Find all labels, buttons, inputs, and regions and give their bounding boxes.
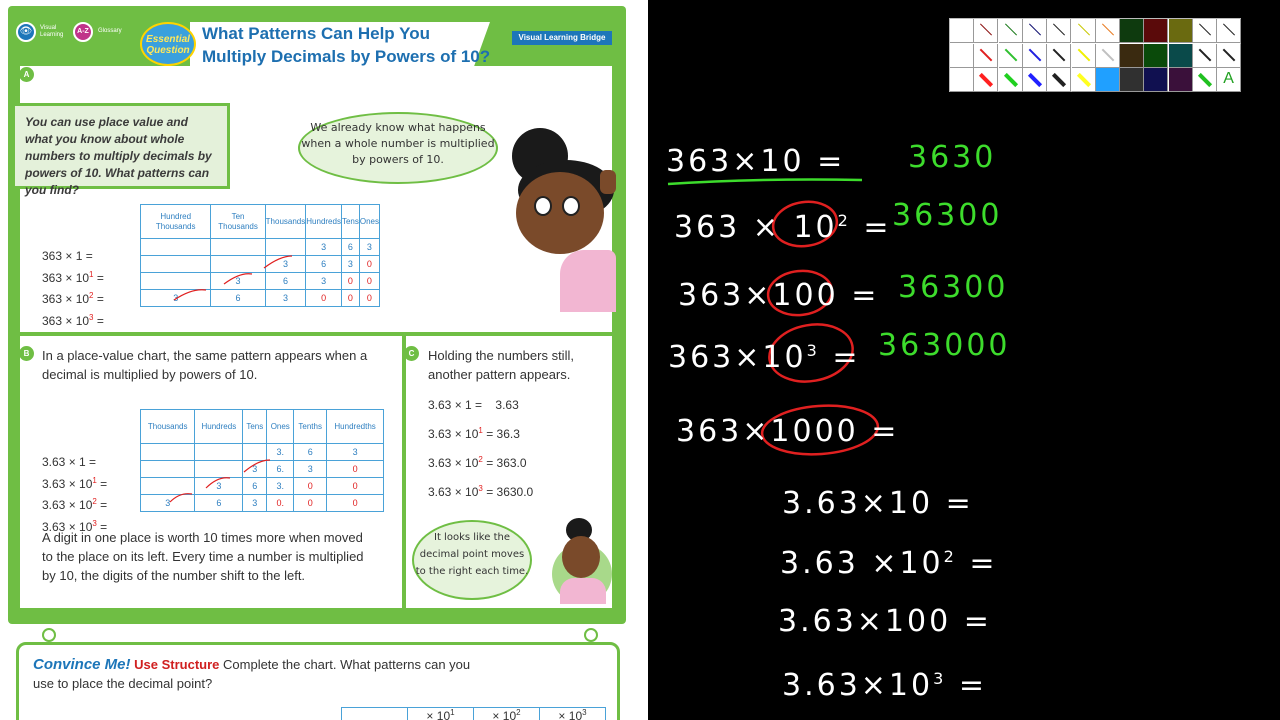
pen-stroke-icon bbox=[1199, 23, 1211, 35]
cell: 3 bbox=[211, 273, 265, 290]
speech-bubble-1: We already know what happens when a whole number is multiplied by powers of 10. bbox=[298, 112, 498, 184]
pen-color-swatch[interactable] bbox=[1144, 68, 1168, 92]
equation: 3.63 × 1 = 3.63 bbox=[428, 398, 519, 412]
board-line-9: $3.63\times 10^3$ = bbox=[782, 668, 987, 703]
cell: 6 bbox=[306, 256, 342, 273]
pen-color-swatch[interactable] bbox=[1169, 44, 1193, 68]
cell: 0. bbox=[267, 495, 294, 512]
cell: 3. bbox=[267, 444, 294, 461]
pen-stroke-icon bbox=[1223, 23, 1235, 35]
girl-hand bbox=[600, 170, 616, 194]
cell: 6. bbox=[267, 461, 294, 478]
pen-color-swatch[interactable] bbox=[1023, 68, 1047, 92]
board-line-1: 363×10 = bbox=[666, 144, 846, 179]
cell: 6 bbox=[211, 290, 265, 307]
pen-palette-toolbar bbox=[949, 18, 1241, 92]
equation: $3.63 \times 10^3 = 3630.0$ bbox=[428, 484, 534, 499]
cell: × $10^2$ bbox=[474, 708, 540, 720]
cell: 6 bbox=[341, 239, 359, 256]
glossary-icon[interactable]: A-Z bbox=[73, 22, 93, 42]
lesson-title: What Patterns Can Help You Multiply Decimals by Powers of 10? bbox=[202, 24, 491, 66]
pen-stroke-icon bbox=[1077, 48, 1090, 61]
pen-color-swatch[interactable] bbox=[1217, 19, 1241, 43]
panel-a-letter: A bbox=[19, 67, 34, 82]
cell: × $10^1$ bbox=[408, 708, 474, 720]
panel-c-letter: C bbox=[404, 346, 419, 361]
pen-color-swatch[interactable] bbox=[1047, 68, 1071, 92]
convince-me-table bbox=[341, 707, 606, 720]
cell: 3 bbox=[141, 290, 211, 307]
pen-stroke-icon bbox=[1223, 48, 1236, 61]
pen-stroke-icon bbox=[980, 48, 993, 61]
visual-learning-bridge-label[interactable]: Visual Learning Bridge bbox=[512, 31, 612, 45]
pen-stroke-icon bbox=[1076, 73, 1090, 87]
pen-stroke-icon bbox=[1053, 48, 1066, 61]
pen-stroke-icon bbox=[1052, 73, 1066, 87]
panel-b-text: In a place-value chart, the same pattern appears when a decimal is multiplied by powers of 10. bbox=[42, 348, 368, 382]
equation: $3.63 \times 10^2$ = bbox=[42, 497, 108, 512]
cell: 0 bbox=[359, 256, 379, 273]
pen-stroke-icon bbox=[1198, 73, 1212, 87]
pen-color-swatch[interactable] bbox=[999, 68, 1023, 92]
equation: $363 \times 10^3$ = bbox=[42, 312, 104, 328]
equations-b bbox=[42, 454, 107, 536]
visual-learning-icon[interactable]: 👁 bbox=[16, 22, 36, 42]
cell: 6 bbox=[243, 478, 267, 495]
equation: $363 \times 10^1$ = bbox=[42, 269, 104, 285]
board-line-3: 363×100 = bbox=[678, 278, 880, 313]
girl-eye-right bbox=[562, 196, 580, 216]
shift-arrows-a bbox=[140, 248, 380, 304]
board-answer-3: 36300 bbox=[898, 270, 1009, 305]
col-header: Hundreds bbox=[195, 410, 243, 444]
pen-color-swatch[interactable] bbox=[1144, 19, 1168, 43]
cell: 3 bbox=[359, 239, 379, 256]
equation: 3.63 × 1 = bbox=[42, 455, 97, 469]
equation: $3.63 \times 10^1 = 36.3$ bbox=[428, 426, 520, 441]
equations-c bbox=[428, 392, 533, 505]
pen-stroke-icon bbox=[1029, 48, 1042, 61]
pen-stroke-icon bbox=[1028, 73, 1042, 87]
board-line-5: 363×1000 = bbox=[676, 414, 900, 449]
col-header: Hundredths bbox=[327, 410, 384, 444]
convince-me-text bbox=[33, 655, 493, 693]
pen-color-swatch[interactable] bbox=[1023, 19, 1047, 43]
pen-stroke-icon bbox=[1004, 73, 1018, 87]
shift-arrows-b bbox=[140, 452, 384, 508]
equations-a bbox=[42, 248, 104, 330]
cell: 0 bbox=[306, 290, 342, 307]
cell: 3 bbox=[341, 256, 359, 273]
pen-color-swatch[interactable] bbox=[1023, 44, 1047, 68]
col-header: Thousands bbox=[141, 410, 195, 444]
pen-color-swatch[interactable] bbox=[974, 19, 998, 43]
cell: 3 bbox=[195, 478, 243, 495]
pen-color-swatch[interactable] bbox=[1072, 19, 1096, 43]
cell: 3 bbox=[243, 495, 267, 512]
essential-question-badge: Essential Question bbox=[140, 22, 196, 66]
col-header: Hundreds bbox=[306, 205, 342, 239]
binder-ring-right bbox=[584, 628, 598, 642]
panel-c-text: Holding the numbers still, another pattern appears. bbox=[428, 348, 574, 382]
pen-color-swatch[interactable] bbox=[1120, 68, 1144, 92]
board-answer-2: 36300 bbox=[892, 198, 1003, 233]
pen-color-swatch[interactable] bbox=[1193, 68, 1217, 92]
col-header: Hundred Thousands bbox=[141, 205, 211, 239]
board-line-8: 3.63×100 = bbox=[778, 604, 992, 639]
pen-stroke-icon bbox=[1029, 23, 1041, 35]
cell: 3 bbox=[306, 273, 342, 290]
pen-stroke-icon bbox=[1077, 23, 1089, 35]
pen-color-swatch[interactable] bbox=[1193, 19, 1217, 43]
pen-color-swatch[interactable] bbox=[1047, 44, 1071, 68]
pen-stroke-icon bbox=[1101, 48, 1114, 61]
pen-stroke-icon bbox=[979, 73, 993, 87]
cell: 3. bbox=[267, 478, 294, 495]
pen-color-swatch[interactable] bbox=[999, 44, 1023, 68]
cell bbox=[342, 708, 408, 720]
cell: 6 bbox=[265, 273, 306, 290]
girl-body bbox=[560, 250, 616, 312]
col-header: Tenths bbox=[294, 410, 327, 444]
pen-color-swatch[interactable] bbox=[1217, 68, 1241, 92]
use-structure-label: Use Structure bbox=[134, 657, 220, 672]
cell: 3 bbox=[265, 256, 306, 273]
pen-color-swatch[interactable] bbox=[1169, 19, 1193, 43]
cell: 3 bbox=[306, 239, 342, 256]
convince-me-title: Convince Me! bbox=[33, 656, 131, 673]
cell: 3 bbox=[327, 444, 384, 461]
cell: 0 bbox=[359, 290, 379, 307]
pen-color-swatch[interactable] bbox=[1096, 68, 1120, 92]
speech-bubble-2: It looks like the decimal point moves to the right each time. bbox=[412, 520, 532, 600]
col-header: Ten Thousands bbox=[211, 205, 265, 239]
text-tool-icon: A bbox=[1223, 70, 1234, 88]
cell: 3 bbox=[294, 461, 327, 478]
pen-stroke-icon bbox=[980, 23, 992, 35]
pen-color-swatch[interactable] bbox=[974, 44, 998, 68]
pen-stroke-icon bbox=[1199, 48, 1212, 61]
pen-color-swatch[interactable] bbox=[1120, 19, 1144, 43]
pen-color-swatch[interactable] bbox=[1169, 68, 1193, 92]
table-row bbox=[342, 708, 606, 720]
girl-face bbox=[516, 172, 604, 254]
board-line-2: $363 \times 10^2$ = bbox=[674, 210, 892, 245]
cell: 0 bbox=[327, 461, 384, 478]
cell: 6 bbox=[294, 444, 327, 461]
intro-box: You can use place value and what you know about whole numbers to multiply decimals by powers of 10. What patterns can you find? bbox=[12, 103, 230, 189]
cell: 0 bbox=[327, 478, 384, 495]
cell: 0 bbox=[327, 495, 384, 512]
cell: × $10^3$ bbox=[540, 708, 606, 720]
equation: $3.63 \times 10^1$ = bbox=[42, 475, 108, 491]
equation: $3.63 \times 10^2 = 363.0$ bbox=[428, 455, 527, 470]
glossary-label: Glossary bbox=[98, 28, 122, 34]
pen-color-swatch[interactable] bbox=[950, 68, 974, 92]
cell: 0 bbox=[359, 273, 379, 290]
whiteboard bbox=[650, 100, 1270, 720]
board-answer-1: 3630 bbox=[908, 140, 997, 175]
equation: $3.63 \times 10^3$ = bbox=[42, 518, 108, 534]
panel-b-explanation: A digit in one place is worth 10 times more when moved to the place on its left. Every time a number is multiplied by 10, the digits of the number shift to the left. bbox=[42, 530, 364, 583]
pen-stroke-icon bbox=[1004, 48, 1017, 61]
col-header: Tens bbox=[243, 410, 267, 444]
board-line-4: $363\times 10^3$ = bbox=[668, 340, 861, 375]
girl-small-face bbox=[562, 536, 600, 578]
col-header: Ones bbox=[359, 205, 379, 239]
pen-stroke-icon bbox=[1053, 23, 1065, 35]
pen-color-swatch[interactable] bbox=[950, 19, 974, 43]
pen-color-swatch[interactable] bbox=[1047, 19, 1071, 43]
equation: $363 \times 10^2$ = bbox=[42, 291, 104, 306]
cell: 0 bbox=[294, 478, 327, 495]
cell: 3 bbox=[265, 290, 306, 307]
convince-me-instructions: Complete the chart. What patterns can you use to place the decimal point? bbox=[33, 657, 471, 691]
pen-color-swatch[interactable] bbox=[1193, 44, 1217, 68]
equation: 363 × 1 = bbox=[42, 249, 93, 263]
cell: 0 bbox=[341, 273, 359, 290]
girl-eye-left bbox=[534, 196, 552, 216]
pen-color-swatch[interactable] bbox=[1217, 44, 1241, 68]
girl-small-body bbox=[560, 578, 606, 604]
col-header: Ones bbox=[267, 410, 294, 444]
pen-color-swatch[interactable] bbox=[1096, 44, 1120, 68]
col-header: Tens bbox=[341, 205, 359, 239]
pen-color-swatch[interactable] bbox=[1144, 44, 1168, 68]
board-line-6: 3.63×10 = bbox=[782, 486, 974, 521]
board-line-7: $3.63 \times 10^2$ = bbox=[780, 546, 998, 581]
binder-ring-left bbox=[42, 628, 56, 642]
pen-color-swatch[interactable] bbox=[999, 19, 1023, 43]
pen-stroke-icon bbox=[1102, 23, 1114, 35]
cell: 3 bbox=[243, 461, 267, 478]
board-answer-4: 363000 bbox=[878, 328, 1011, 363]
pen-color-swatch[interactable] bbox=[1072, 44, 1096, 68]
cell: 0 bbox=[341, 290, 359, 307]
pen-color-swatch[interactable] bbox=[974, 68, 998, 92]
pen-color-swatch[interactable] bbox=[950, 44, 974, 68]
cell: 3 bbox=[141, 495, 195, 512]
cell: 0 bbox=[294, 495, 327, 512]
col-header: Thousands bbox=[265, 205, 306, 239]
visual-learning-label: Visual Learning bbox=[40, 25, 64, 38]
pen-stroke-icon bbox=[1005, 23, 1017, 35]
panel-b-letter: B bbox=[19, 346, 34, 361]
convince-me-box bbox=[16, 642, 620, 720]
pen-color-swatch[interactable] bbox=[1072, 68, 1096, 92]
cell: 6 bbox=[195, 495, 243, 512]
pen-color-swatch[interactable] bbox=[1096, 19, 1120, 43]
pen-color-swatch[interactable] bbox=[1120, 44, 1144, 68]
